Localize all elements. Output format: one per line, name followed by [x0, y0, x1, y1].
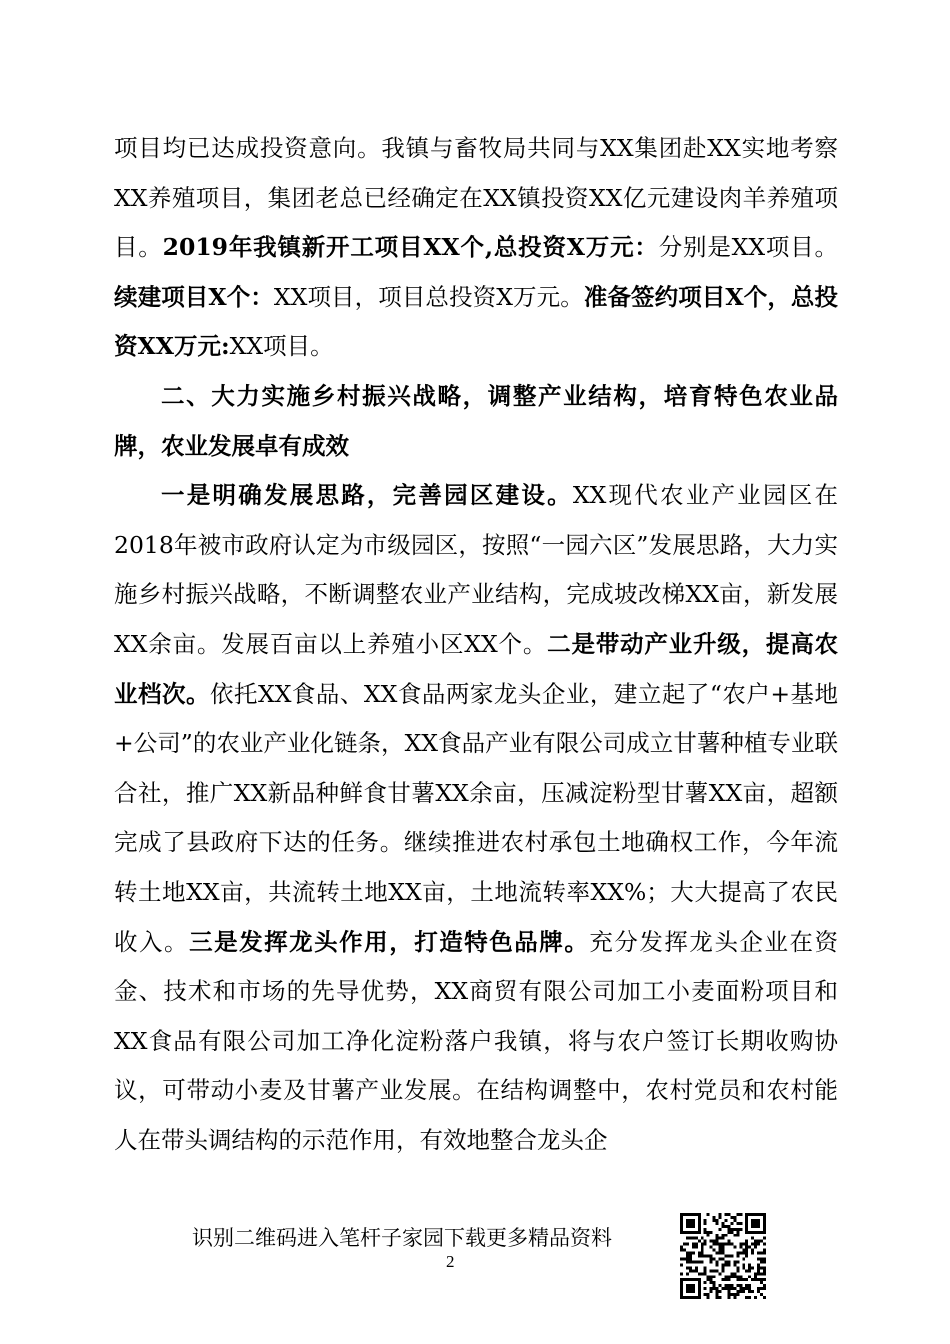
footer-promo-text: 识别二维码进入笔杆子家园下载更多精品资料 [192, 1226, 612, 1250]
text-segment: 依托XX食品、XX食品两家龙头企业，建立起了“农户+基地+公司”的农业产业化链条，XX食品产业有限公司成立甘薯种植专业联合社，推广XX新品种鲜食甘薯XX余亩，压减淀粉型甘薯XX亩，超额完成了县政府下达的任务。继续推进农村承包土地确权工作，今年流转土地XX亩，共流转土地XX亩，土地流转率XX%；大大提高了农民收入。 [114, 679, 839, 956]
page-number: 2 [446, 1252, 455, 1271]
text-segment: XX项目。 [229, 332, 334, 361]
text-segment-bold: 2019年我镇新开工项目XX个,总投资X万元： [162, 233, 659, 262]
text-segment-bold: 准备签约项目X个，总投资XX万元: [114, 282, 839, 361]
paragraph-agriculture-development [114, 471, 838, 1165]
text-segment: XX现代农业产业园区在2018年被市政府认定为市级园区，按照“一园六区”发展思路，大力实施乡村振兴战略，不断调整农业产业结构，完成坡改梯XX亩，新发展XX余亩。发展百亩以上养殖小区XX个。 [114, 481, 838, 658]
paragraph-investment-summary [114, 124, 838, 372]
section-heading [114, 372, 838, 471]
text-segment: 充分发挥龙头企业在资金、技术和市场的先导优势，XX商贸有限公司加工小麦面粉项目和XX食品有限公司加工净化淀粉落户我镇，将与农户签订长期收购协议，可带动小麦及甘薯产业发展。在结构调整中，农村党员和农村能人在带头调结构的示范作用，有效地整合龙头企 [114, 927, 839, 1154]
section-heading-text: 二、大力实施乡村振兴战略，调整产业结构，培育特色农业品牌，农业发展卓有成效 [114, 381, 838, 460]
text-segment: 分别是XX项目。 [658, 233, 839, 262]
text-segment: XX项目，项目总投资X万元。 [273, 282, 584, 311]
text-segment-bold: 三是发挥龙头作用，打造特色品牌。 [189, 927, 590, 956]
text-segment-bold: 续建项目X个： [114, 282, 274, 311]
qr-code-icon[interactable] [680, 1213, 766, 1299]
body-text [114, 124, 838, 1165]
text-segment-bold: 一是明确发展思路，完善园区建设。 [161, 481, 573, 510]
text-segment-bold: 二是带动产业升级，提高农业档次。 [114, 629, 839, 708]
text-segment: 项目均已达成投资意向。我镇与畜牧局共同与XX集团赴XX实地考察XX养殖项目，集团老总已经确定在XX镇投资XX亿元建设肉羊养殖项目。 [114, 134, 838, 262]
